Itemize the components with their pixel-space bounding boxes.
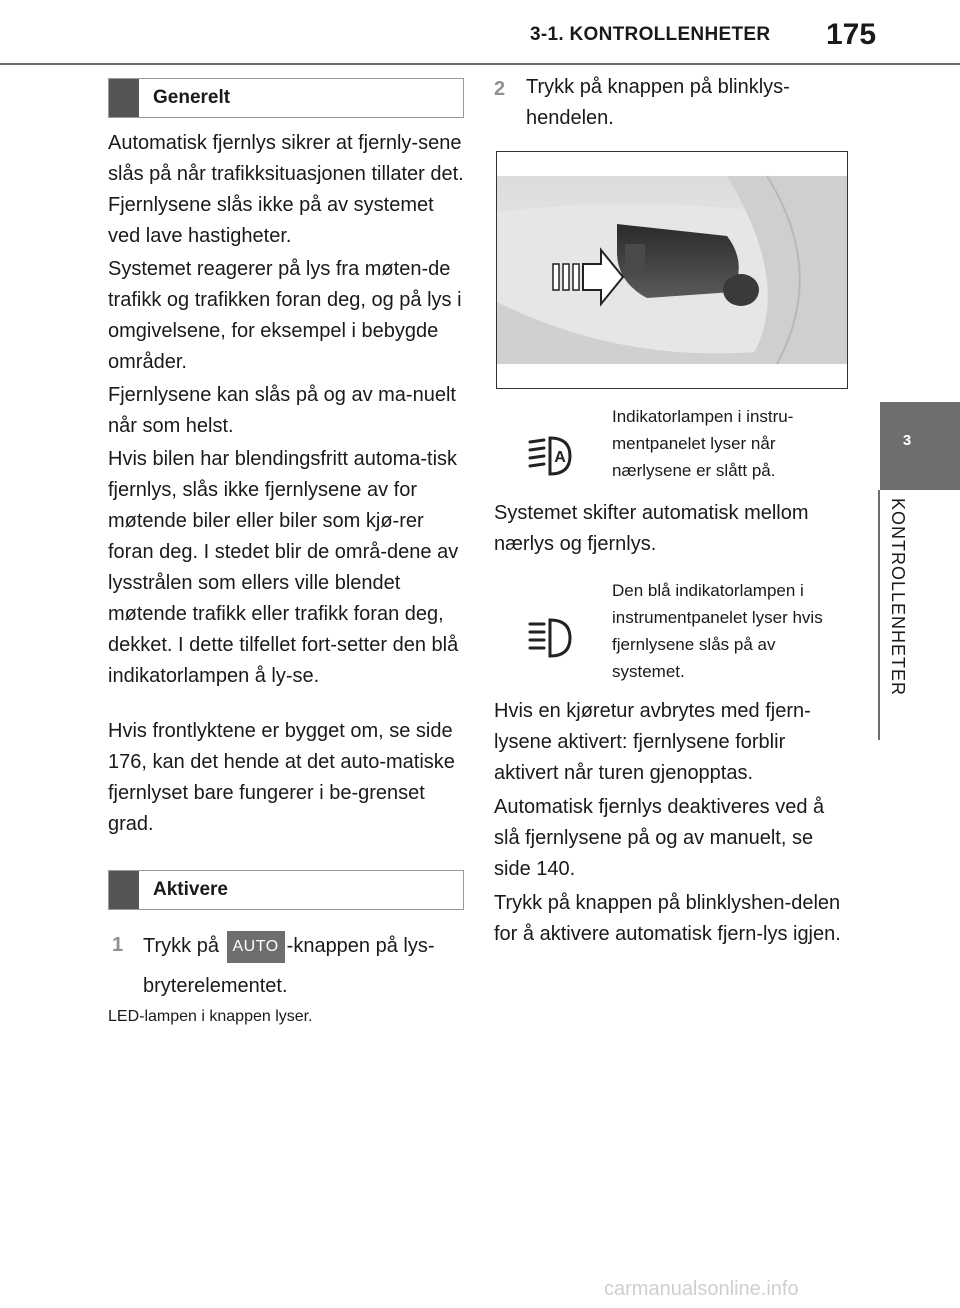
- header-divider: [0, 63, 960, 65]
- stalk-drawing: [497, 152, 847, 388]
- paragraph-generelt-4: Hvis bilen har blendingsfritt automa-tisk fjernlys, slås ikke fjernlysene av for møtende biler eller biler som kjø-rer foran deg. I stedet blir de områ-dene av lysstrålen som ellers ville blendet møtende trafikk eller trafikk foran deg, dekket. I dette tilfellet fort-setter den blå indikatorlampen å ly-se.: [108, 448, 459, 687]
- low-beam-auto-indicator-icon: [524, 432, 584, 485]
- step-2-text: Trykk på knappen på blinklys-hendelen.: [526, 76, 790, 129]
- chapter-number: 3: [902, 432, 912, 449]
- section-header: 3-1. KONTROLLENHETER: [530, 24, 771, 45]
- section-heading-bar: [109, 871, 139, 909]
- paragraph-aktivere-2: Automatisk fjernlys deaktiveres ved å slå fjernlysene på og av manuelt, se side 140.: [494, 796, 825, 880]
- section-heading-generelt: [108, 78, 464, 118]
- chapter-tab-rule: [878, 490, 880, 740]
- page-number: 175: [826, 18, 877, 51]
- paragraph-aktivere-1: Hvis en kjøretur avbrytes med fjern-lysene aktivert: fjernlysene forblir aktivert når turen gjenopptas.: [494, 700, 811, 784]
- section-heading-label: Generelt: [153, 87, 231, 108]
- led-note: LED-lampen i knappen lyser.: [108, 1008, 313, 1025]
- system-switch-text: Systemet skifter automatisk mellom nærlys og fjernlys.: [494, 502, 809, 555]
- section-heading-label: Aktivere: [153, 879, 228, 900]
- step-1-text-before: Trykk på: [143, 935, 219, 957]
- watermark: carmanualsonline.info: [604, 1278, 799, 1300]
- high-beam-symbol: [524, 614, 584, 662]
- paragraph-generelt-2: Systemet reagerer på lys fra møten-de trafikk og trafikken foran deg, og på lys i omgivelsene, for eksempel i bebygde områder.: [108, 258, 462, 373]
- paragraph-generelt-3: Fjernlysene kan slås på og av ma-nuelt når som helst.: [108, 384, 456, 437]
- section-heading-aktivere: [108, 870, 464, 910]
- step-1-text-after: -knappen på lys-bryterelementet.: [143, 935, 435, 997]
- paragraph-generelt-1: Automatisk fjernlys sikrer at fjernly-sene slås på når trafikksituasjonen tillater det. Fjernlysene slås ikke på av systemet ved lave hastigheter.: [108, 132, 464, 247]
- paragraph-aktivere-3: Trykk på knappen på blinklyshen-delen for å aktivere automatisk fjern-lys igjen.: [494, 892, 841, 945]
- step-number-1: 1: [112, 934, 124, 956]
- section-heading-bar: [109, 79, 139, 117]
- paragraph-generelt-5: Hvis frontlyktene er bygget om, se side 176, kan det hende at det auto-matiske fjernlyset bare fungerer i be-grenset grad.: [108, 720, 455, 835]
- auto-button: AUTO: [227, 931, 285, 963]
- step-number-2: 2: [494, 78, 506, 100]
- auto-headlight-symbol: [524, 432, 584, 480]
- indicator-1-text: Indikatorlampen i instru-mentpanelet lyser når nærlysene er slått på.: [612, 407, 794, 480]
- turn-signal-stalk-illustration: [496, 151, 848, 389]
- step-1-text: [143, 926, 463, 1006]
- indicator-2-text: Den blå indikatorlampen i instrumentpanelet lyser hvis fjernlysene slås på av systemet.: [612, 581, 823, 681]
- high-beam-indicator-icon: [524, 614, 584, 667]
- chapter-title-vertical: KONTROLLENHETER: [888, 498, 908, 697]
- svg-text:A: A: [554, 449, 566, 466]
